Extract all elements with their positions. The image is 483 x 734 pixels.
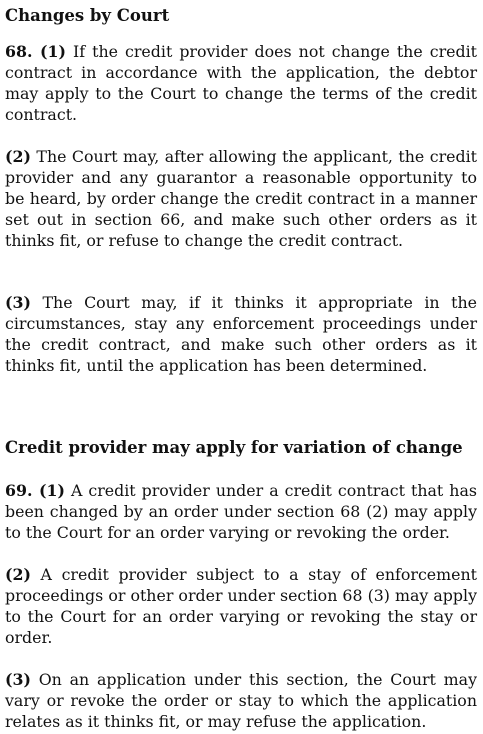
paragraph-68-1: [5, 41, 477, 125]
paragraph-text: The Court may, if it thinks it appropriate in the circumstances, stay any enforcement proceedings under the credit contract, and make such other orders as it thinks fit, until the application has been determined.: [5, 293, 477, 375]
paragraph-69-3: [5, 669, 477, 732]
paragraph-69-2: [5, 564, 477, 648]
paragraph-lead: (3): [5, 293, 31, 312]
paragraph-text: A credit provider subject to a stay of enforcement proceedings or other order under section 68 (3) may apply to the Court for an order varying or revoking the stay or order.: [5, 565, 477, 647]
paragraph-69-1: [5, 480, 477, 543]
paragraph-text: On an application under this section, the Court may vary or revoke the order or stay to which the application relates as it thinks fit, or may refuse the application.: [5, 670, 477, 731]
paragraph-lead: (2): [5, 147, 31, 166]
section-heading-credit-provider-variation: Credit provider may apply for variation of change: [5, 438, 463, 457]
paragraph-lead: (3): [5, 670, 31, 689]
section-heading-changes-by-court: Changes by Court: [5, 6, 170, 25]
paragraph-lead: (2): [5, 565, 31, 584]
paragraph-text: If the credit provider does not change the credit contract in accordance with the application, the debtor may apply to the Court to change the terms of the credit contract.: [5, 42, 477, 124]
paragraph-text: A credit provider under a credit contract that has been changed by an order under section 68 (2) may apply to the Court for an order varying or revoking the order.: [5, 481, 477, 542]
paragraph-68-3: [5, 292, 477, 376]
paragraph-lead: 68. (1): [5, 42, 66, 61]
paragraph-text: The Court may, after allowing the applicant, the credit provider and any guarantor a reasonable opportunity to be heard, by order change the credit contract in a manner set out in section 66, and make such other orders as it thinks fit, or refuse to change the credit contract.: [5, 147, 477, 250]
paragraph-lead: 69. (1): [5, 481, 65, 500]
paragraph-68-2: [5, 146, 477, 251]
